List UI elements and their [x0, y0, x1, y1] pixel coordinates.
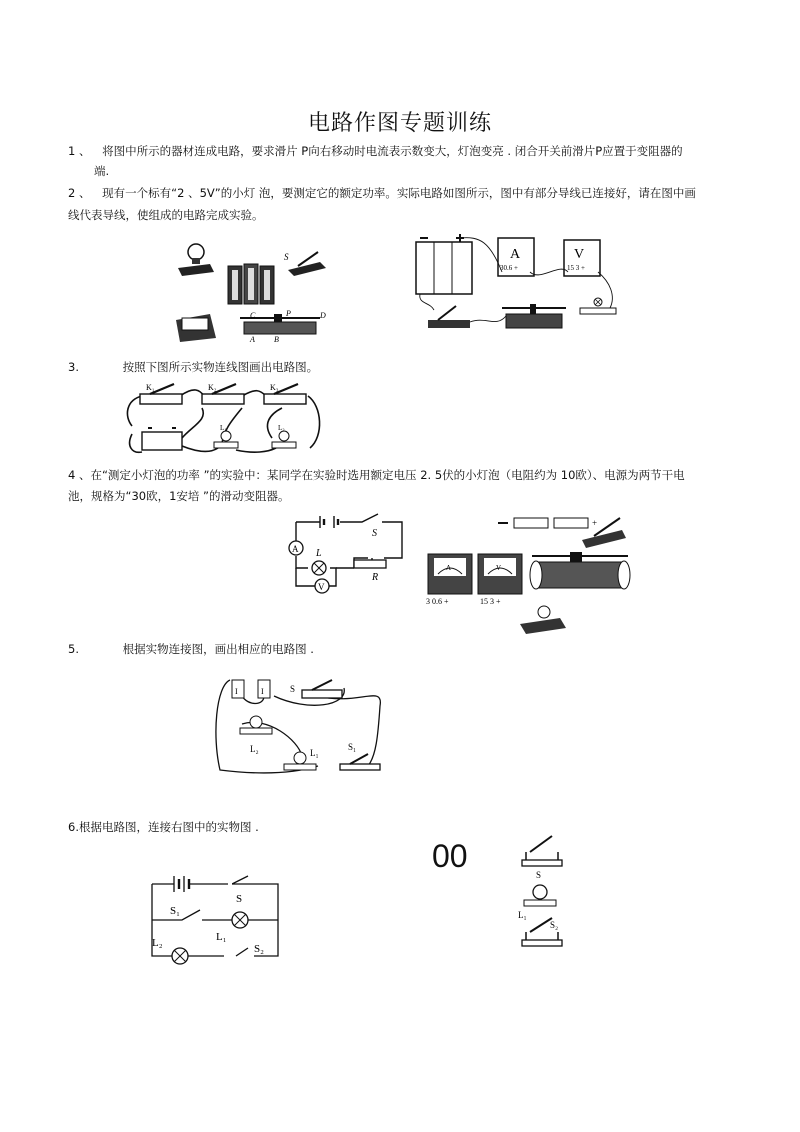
battery-symbol — [174, 876, 189, 892]
ammeter-scale: 3 0.6 + — [426, 597, 449, 606]
ammeter-symbol — [289, 541, 303, 555]
question-1-number: 1 、 — [68, 144, 91, 158]
question-1-text: 将图中所示的器材连成电路，要求滑片 P向右移动时电流表示数变大，灯泡变亮 . 闭合开关前滑片P应置于变阻器的 — [102, 144, 683, 158]
figure-q6-equipment — [516, 830, 580, 954]
figure-q5-circuit — [208, 666, 388, 780]
switch — [284, 252, 326, 276]
lamp-l1-label: L₁ — [216, 931, 227, 943]
lamp-label: L — [316, 548, 322, 559]
lamp-l2 — [240, 716, 272, 754]
battery-symbol — [320, 516, 338, 528]
lamp-l1-label: L₁ — [220, 424, 227, 432]
battery — [142, 428, 182, 450]
switch-k1 — [140, 383, 182, 404]
question-3-text: 按照下图所示实物连线图画出电路图。 — [122, 360, 319, 374]
switch-k1-label: K₁ — [146, 383, 155, 392]
svg-text:I: I — [261, 687, 264, 696]
switch-label: S — [372, 528, 377, 539]
rheostat-label-b: B — [274, 335, 279, 344]
lamp-board — [520, 606, 566, 634]
ammeter-scale: 30.6 + — [500, 264, 518, 272]
question-6-text: 6.根据电路图，连接右图中的实物图 . — [68, 820, 259, 834]
question-2-number: 2 、 — [68, 186, 91, 200]
lamp-l1 — [214, 424, 238, 448]
rheostat — [502, 304, 566, 328]
lamp-l1-label: L₁ — [310, 748, 319, 758]
rheostat-label-d: D — [320, 311, 326, 320]
question-4-text: 4 、在“测定小灯泡的功率 ”的实验中：某同学在实验时选用额定电压 2. 5伏的小灯泡（电阻约为 10欧）、电源为两节干电 — [68, 468, 685, 482]
switch-s-label: S — [236, 893, 243, 905]
switch-s2-object — [522, 918, 562, 946]
lamp-board — [178, 244, 214, 276]
question-4-text-cont: 池，规格为“30欧，1安培 ”的滑动变阻器。 — [68, 489, 290, 503]
switch-k2 — [202, 383, 244, 404]
question-2-text-cont: 线代表导线，使组成的电路完成实验。 — [68, 208, 264, 222]
lamp-l1 — [284, 748, 319, 770]
ammeter-symbol: A — [446, 564, 452, 572]
rheostat-symbol — [354, 560, 386, 583]
stray-characters: 00 — [432, 838, 468, 874]
question-2-text: 现有一个标有“2 、5V”的小灯 泡，要测定它的额定功率。实际电路如图所示，图中有部分导线已连接好，请在图中画 — [102, 186, 696, 200]
rheostat — [240, 309, 326, 344]
schematic-wires — [296, 514, 402, 586]
switch-s-object — [522, 836, 562, 880]
lamp-l2-label: L₂ — [250, 744, 259, 754]
rheostat-label: R — [372, 572, 379, 583]
switch — [428, 306, 470, 328]
question-3-number: 3. — [68, 360, 79, 374]
battery-pack — [228, 264, 274, 304]
question-1 — [68, 141, 768, 161]
question-1-text-cont: 端. — [94, 164, 110, 178]
question-2 — [68, 183, 788, 203]
battery-plus: + — [592, 518, 598, 528]
switch-k3-label: K₃ — [270, 383, 279, 392]
figure-q2-circuit — [410, 232, 630, 340]
battery-cells — [232, 680, 270, 698]
ammeter — [426, 554, 472, 606]
voltmeter-scale: 15 3 + — [480, 597, 501, 606]
switch-s — [228, 876, 248, 905]
switch-s1-label: S₁ — [348, 742, 357, 752]
switch-label: S — [284, 252, 289, 262]
voltmeter-label: V — [318, 582, 325, 592]
question-3 — [68, 357, 318, 377]
voltmeter — [564, 240, 600, 276]
figure-q6-schematic — [144, 866, 294, 970]
switch-s2-label: S₂ — [254, 943, 264, 955]
svg-text:I: I — [235, 687, 238, 696]
lamp-symbol — [312, 548, 326, 575]
lamp-l1 — [216, 912, 248, 943]
battery-group — [416, 234, 472, 294]
switch-k3 — [264, 383, 306, 404]
voltmeter-symbol: V — [496, 564, 502, 572]
switch-s2-object-label: S₂ — [550, 920, 559, 930]
figure-q1-equipment — [170, 234, 350, 346]
figure-q4-equipment — [424, 512, 644, 636]
switch-s1 — [340, 742, 380, 770]
voltmeter-symbol: V — [574, 247, 585, 262]
voltmeter — [478, 554, 522, 606]
question-5-number: 5. — [68, 642, 79, 656]
lamp-l2 — [152, 937, 188, 964]
rheostat — [530, 552, 630, 589]
question-5 — [68, 639, 314, 659]
switch — [582, 518, 626, 548]
ammeter-symbol: A — [510, 247, 521, 262]
figure-q3-circuit — [122, 376, 326, 458]
lamp-l1-object-label: L₁ — [518, 910, 527, 920]
ammeter-label: A — [292, 544, 299, 554]
lamp-l2-label: L₂ — [152, 937, 163, 949]
battery-cells — [498, 518, 597, 528]
switch-s — [290, 680, 342, 698]
switch-s1-label: S₁ — [170, 905, 180, 917]
switch-s-label: S — [290, 684, 296, 694]
voltmeter-symbol — [315, 579, 329, 593]
page-title: 电路作图专题训练 — [307, 111, 492, 136]
question-5-text: 根据实物连接图，画出相应的电路图 . — [122, 642, 314, 656]
switch-k2-label: K₂ — [208, 383, 217, 392]
figure-q4-schematic — [284, 508, 406, 598]
rheostat-label-p: P — [286, 309, 291, 318]
ammeter — [498, 238, 534, 276]
lamp-l2-label: L₂ — [278, 424, 285, 432]
rheostat-label-a: A — [250, 335, 255, 344]
meter — [176, 314, 216, 342]
voltmeter-scale: 15 3 + — [567, 264, 585, 272]
switch-s-object-label: S — [536, 870, 542, 880]
rheostat-label-c: C — [250, 311, 256, 320]
lamp-l1-object — [518, 885, 556, 920]
lamp-l2 — [272, 424, 296, 448]
